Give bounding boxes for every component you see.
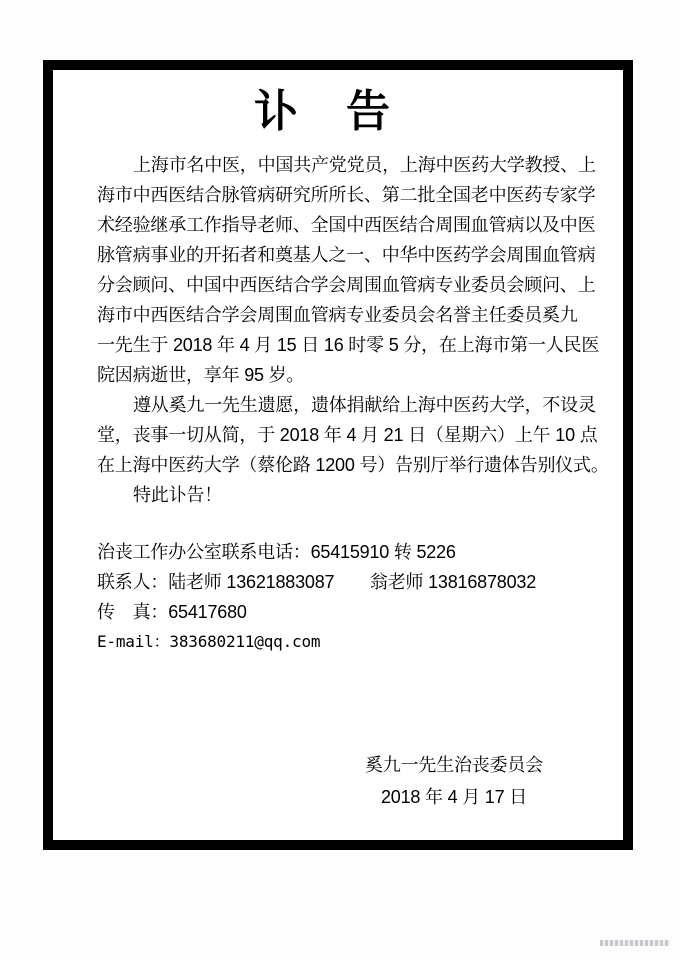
body-line: 堂，丧事一切从简，于 2018 年 4 月 21 日（星期六）上午 10 点 — [97, 425, 598, 445]
office-phone-line: 治丧工作办公室联系电话：65415910 转 5226 — [97, 542, 456, 562]
notice-title: 讣 告 — [254, 87, 392, 136]
contact-persons-line: 联系人：陆老师 13621883087 翁老师 13816878032 — [97, 572, 537, 592]
email-line: E-mail：383680211@qq.com — [97, 632, 321, 651]
paragraph-biography — [97, 150, 600, 390]
body-line: 上海市名中医，中国共产党党员，上海中医药大学教授、上 — [133, 155, 596, 175]
body-line: 院因病逝世，享年 95 岁。 — [97, 365, 305, 385]
document-border-frame — [43, 60, 633, 850]
body-line: 一先生于 2018 年 4 月 15 日 16 时零 5 分，在上海市第一人民医 — [97, 335, 600, 355]
body-line: 脉管病事业的开拓者和奠基人之一、中华中医药学会周围血管病 — [97, 245, 596, 265]
body-line: 遵从奚九一先生遗愿，遗体捐献给上海中医药大学，不设灵 — [133, 395, 596, 415]
body-line: 海市中西医结合脉管病研究所所长、第二批全国老中医药专家学 — [97, 185, 596, 205]
contact-info-block — [97, 537, 597, 657]
closing-line: 特此讣告！ — [133, 485, 222, 505]
body-line: 分会顾问、中国中西医结合学会周围血管病专业委员会顾问、上 — [97, 275, 596, 295]
signature-block — [365, 749, 543, 813]
body-line: 海市中西医结合学会周围血管病专业委员会名誉主任委员奚九 — [97, 305, 578, 325]
signature-date: 2018 年 4 月 17 日 — [380, 787, 528, 807]
fax-line: 传 真：65417680 — [97, 602, 247, 622]
paragraph-arrangements — [97, 390, 609, 510]
body-line: 在上海中医药大学（蔡伦路 1200 号）告别厅举行遗体告别仪式。 — [97, 455, 609, 475]
committee-name: 奚九一先生治丧委员会 — [365, 755, 543, 775]
corner-watermark — [600, 940, 670, 946]
notice-content — [53, 70, 623, 840]
body-line: 术经验继承工作指导老师、全国中西医结合周围血管病以及中医 — [97, 215, 596, 235]
